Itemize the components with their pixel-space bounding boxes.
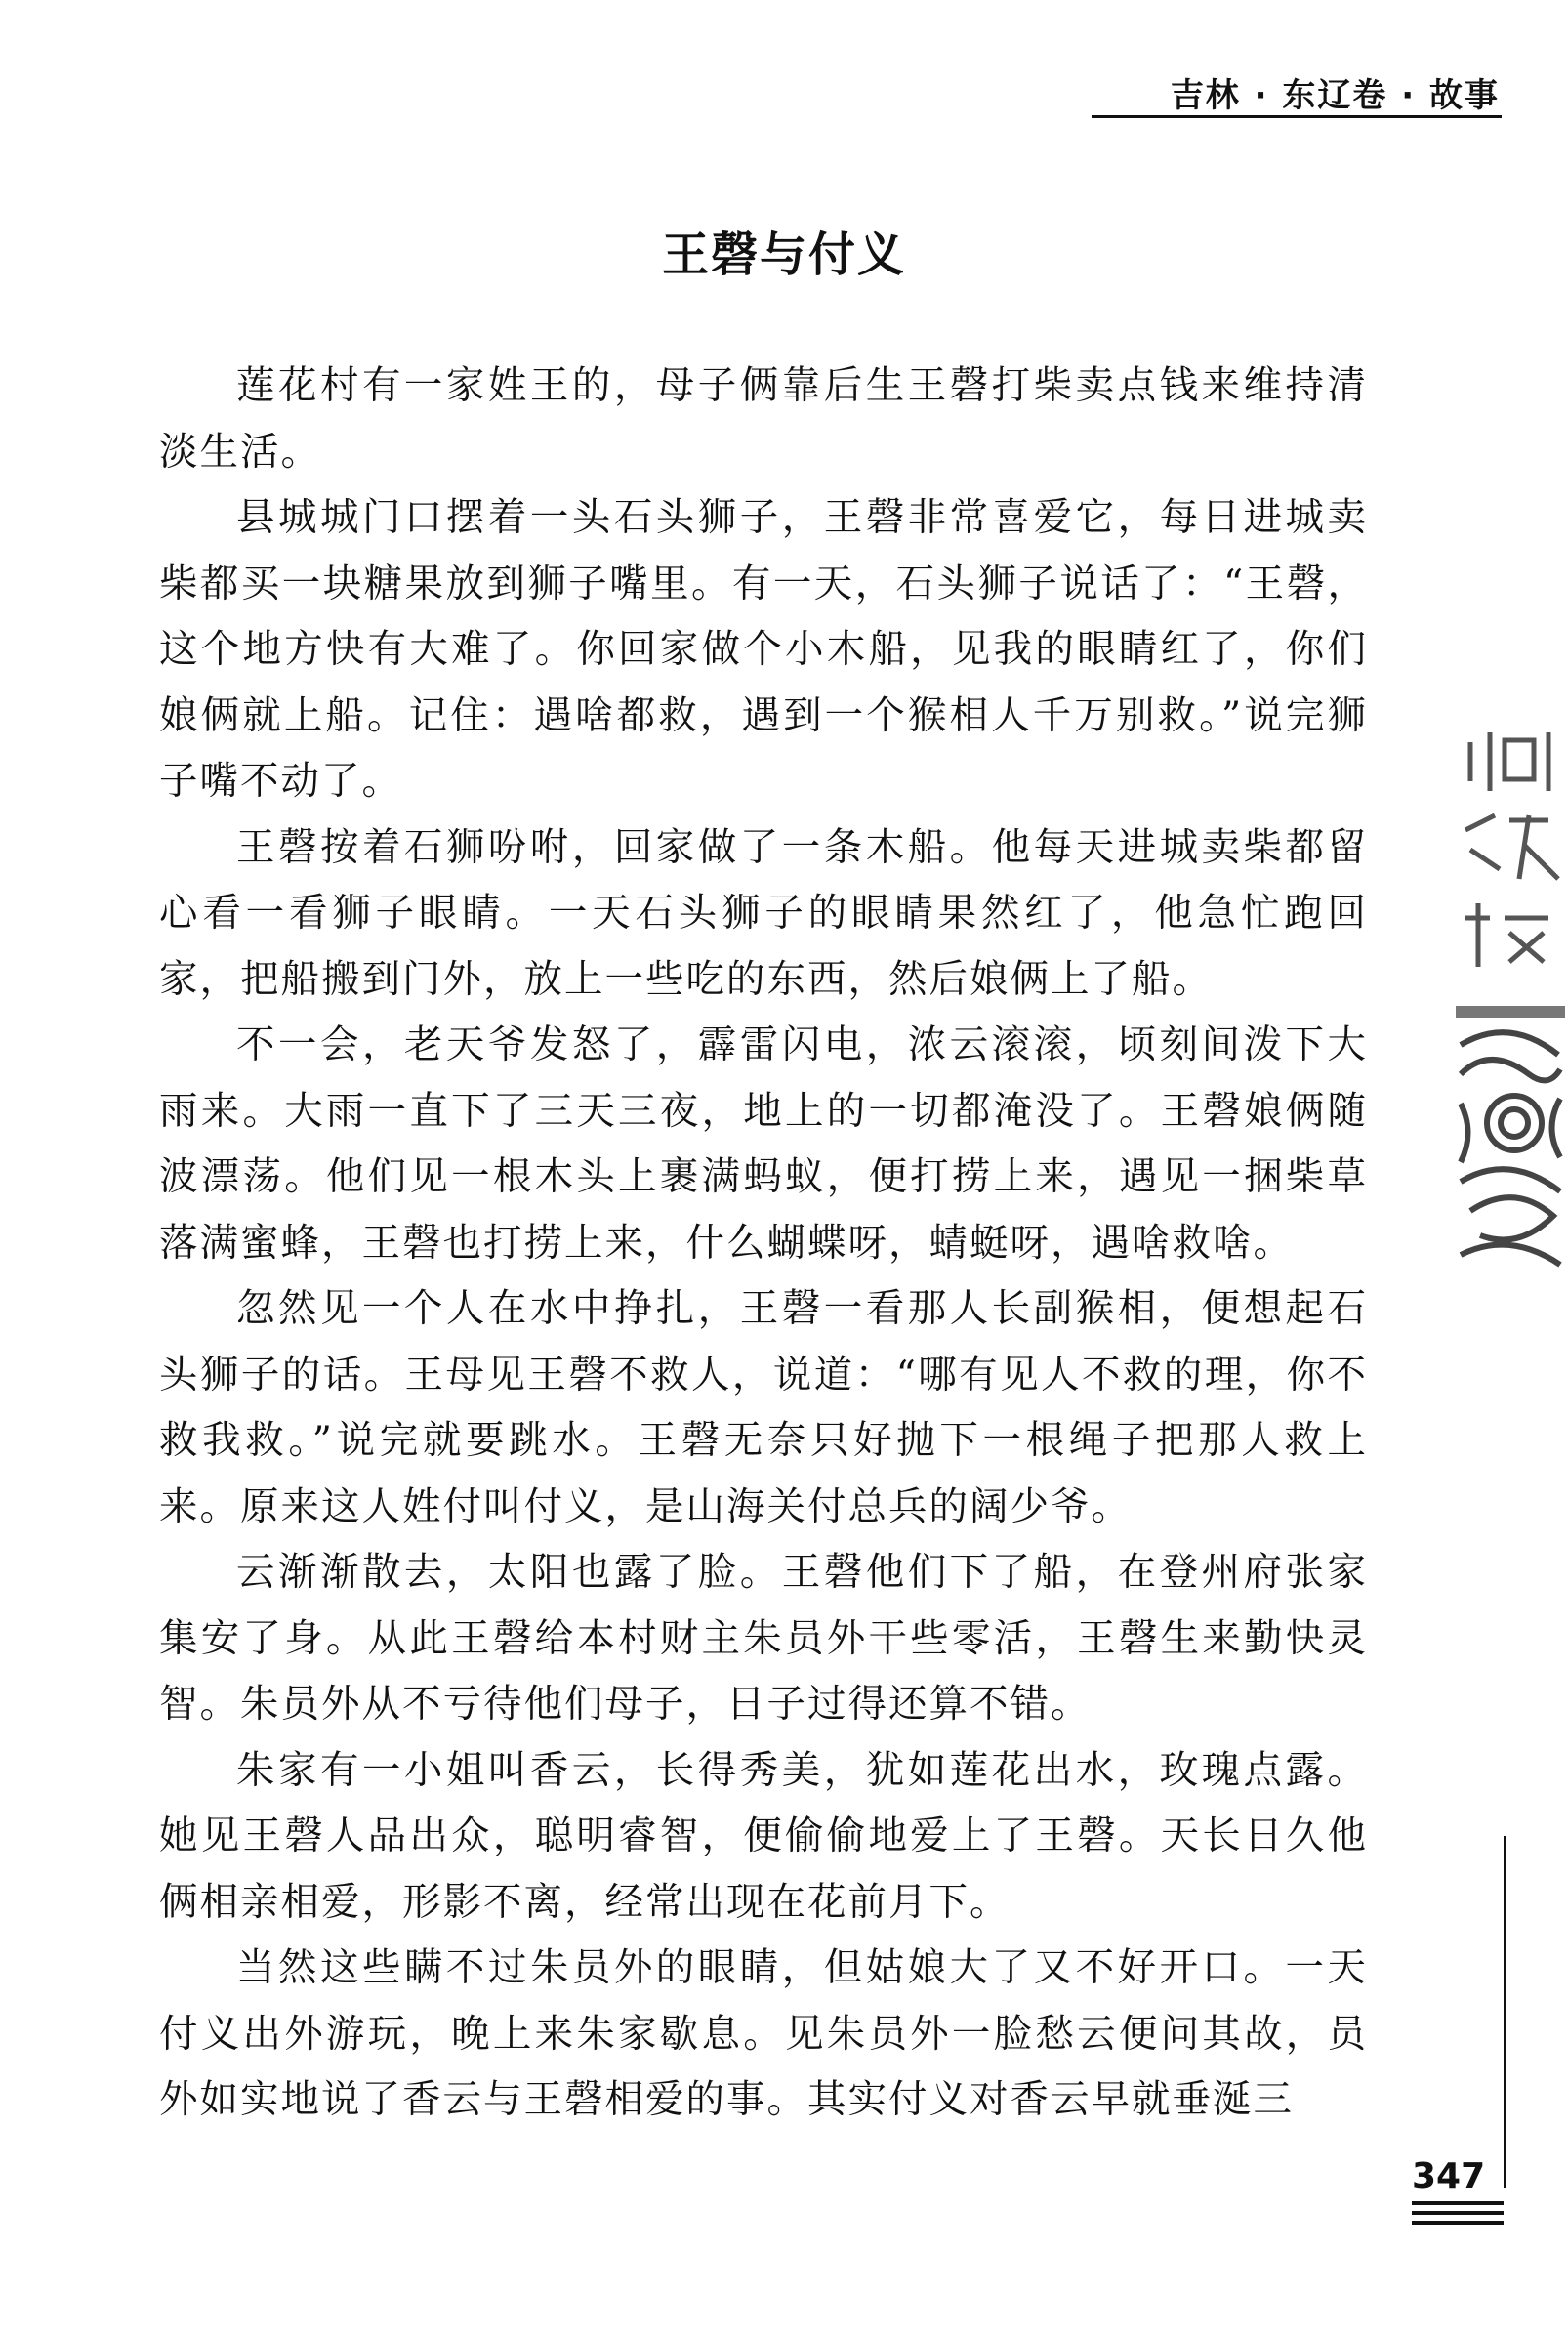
paragraph: 莲花村有一家姓王的，母子俩靠后生王磬打柴卖点钱来维持清淡生活。 <box>159 363 1368 475</box>
paragraph: 忽然见一个人在水中挣扎，王磬一看那人长副猴相，便想起石头狮子的话。王母见王磬不救人，说道：“哪有见人不救的理，你不救我救。”说完就要跳水。王磬无奈只好抛下一根绳子把那人救上来。原来这人姓付叫付义，是山海关付总兵的阔少爷。 <box>159 1286 1368 1529</box>
paragraph: 县城城门口摆着一头石头狮子，王磬非常喜爱它，每日进城卖柴都买一块糖果放到狮子嘴里。有一天，石头狮子说话了：“王磬，这个地方快有大难了。你回家做个小木船，见我的眼睛红了，你们娘俩就上船。记住：遇啥都救，遇到一个猴相人千万别救。”说完狮子嘴不动了。 <box>159 495 1368 804</box>
header-rule <box>1092 115 1502 118</box>
page-margin-rule <box>1504 1836 1506 2188</box>
running-header: 吉林 · 东辽卷 · 故事 <box>1170 76 1500 115</box>
chinese-culture-ornament-icon <box>1451 723 1568 1279</box>
paragraph: 不一会，老天爷发怒了，霹雷闪电，浓云滚滚，顷刻间泼下大雨来。大雨一直下了三天三夜，地上的一切都淹没了。王磬娘俩随波漂荡。他们见一根木头上裹满蚂蚁，便打捞上来，遇见一捆柴草落满蜜蜂，王磬也打捞上来，什么蝴蝶呀，蜻蜓呀，遇啥救啥。 <box>159 1022 1368 1266</box>
paragraph: 云渐渐散去，太阳也露了脸。王磬他们下了船，在登州府张家集安了身。从此王磬给本村财主朱员外干些零活，王磬生来勤快灵智。朱员外从不亏待他们母子，日子过得还算不错。 <box>159 1550 1368 1727</box>
paragraph: 当然这些瞒不过朱员外的眼睛，但姑娘大了又不好开口。一天付义出外游玩，晚上来朱家歇息。见朱员外一脸愁云便问其故，员外如实地说了香云与王磬相爱的事。其实付义对香云早就垂涎三 <box>159 1945 1368 2122</box>
page-number: 347 <box>1412 2156 1486 2196</box>
story-body <box>159 354 1368 2134</box>
paragraph: 朱家有一小姐叫香云，长得秀美，犹如莲花出水，玫瑰点露。她见王磬人品出众，聪明睿智，便偷偷地爱上了王磬。天长日久他俩相亲相爱，形影不离，经常出现在花前月下。 <box>159 1747 1368 1925</box>
story-title: 王磬与付义 <box>661 228 906 282</box>
page-number-rule <box>1412 2221 1504 2225</box>
page-number-rule <box>1412 2211 1504 2215</box>
paragraph: 王磬按着石狮吩咐，回家做了一条木船。他每天进城卖柴都留心看一看狮子眼睛。一天石头狮子的眼睛果然红了，他急忙跑回家，把船搬到门外，放上一些吃的东西，然后娘俩上了船。 <box>159 824 1368 1002</box>
page-number-rule <box>1412 2201 1504 2205</box>
